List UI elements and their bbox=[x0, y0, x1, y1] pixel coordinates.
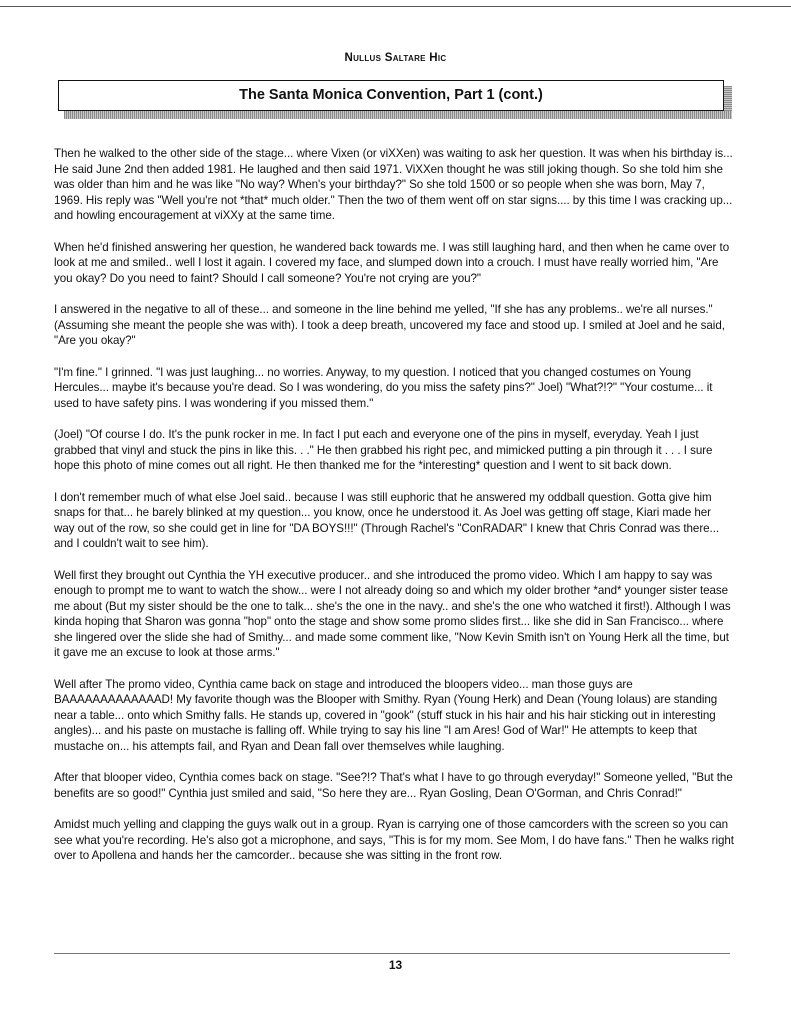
paragraph: When he'd finished answering her question, he wandered back towards me. I was still laughing hard, and then when he came over to look at me and smiled.. well I lost it again. I covered my face, and slumped down into a crouch. I must have really worried him, "Are you okay? Do you need to faint? Should I call someone? You're not crying are you?" bbox=[54, 240, 730, 285]
title-box-shadow bbox=[64, 111, 732, 119]
page-number: 13 bbox=[388, 958, 403, 972]
paragraph: I don't remember much of what else Joel said.. because I was still euphoric that he answered my oddball question. Gotta give him snaps for that... he barely blinked at my question... you know, once he understood it. As Joel was getting off stage, Kiari made her way out of the row, so she could get in line for "DA BOYS!!!" (Through Rachel's "ConRADAR" I knew that Chris Conrad was there... and I couldn't wait to see him). bbox=[54, 490, 720, 550]
paragraph: (Joel) "Of course I do. It's the punk rocker in me. In fact I put each and everyone one of the pins in myself, everyday. Yeah I just grabbed that vinyl and stuck the pins in like this. . ." He then grabbed his right pec, and mimicked putting a pin through it . . . I sure hope this photo of mine comes out all right. He then thanked me for the *interesting* question and I went to sit back down. bbox=[54, 428, 713, 472]
footer-rule bbox=[54, 953, 730, 954]
article-title: The Santa Monica Convention, Part 1 (cont.) bbox=[239, 87, 543, 103]
article-body bbox=[54, 146, 734, 880]
top-rule bbox=[0, 6, 791, 7]
paragraph: "I'm fine." I grinned. "I was just laughing... no worries. Anyway, to my question. I noticed that you changed costumes on Young Hercules... maybe it's because you're dead. So I was wondering, do you miss the safety pins?" Joel) "What?!?" "Your costume... it used to have safety pins. I was wondering if you missed them." bbox=[54, 365, 713, 410]
running-head: Nullus Saltare Hic bbox=[344, 52, 447, 64]
paragraph: After that blooper video, Cynthia comes back on stage. "See?!? That's what I have to go through everyday!" Someone yelled, "But the benefits are so good!" Cynthia just smiled and said, "So here they are... Ryan Gosling, Dean O'Gorman, and Chris Conrad!" bbox=[54, 771, 733, 800]
paragraph: Well after The promo video, Cynthia came back on stage and introduced the bloopers video... man those guys are BAAAAAAAAAAAAAD! My favorite though was the Blooper with Smithy. Ryan (Young Herk) and Dean (Young Iolaus) are standing near a table... onto which Smithy falls. He stands up, covered in "gook" (stuff stuck in his hair and his hair sticking out in interesting angles)... and his paste on mustache is falling off. While trying to say his line "I am Ares! God of War!" He attempts to keep that mustache on... his attempts fail, and Ryan and Dean fall over themselves while laughing. bbox=[54, 677, 718, 753]
paragraph: Well first they brought out Cynthia the YH executive producer.. and she introduced the promo video. Which I am happy to say was enough to prompt me to want to watch the show... were I not already doing so and which my older brother *and* younger sister tease me about (But my sister should be the one to talk... she's the one in the navy.. and she's the one who watched it first!). Although I was kinda hoping that Sharon was gonna "hop" onto the stage and show some promo slides first... like she did in San Francisco... where she lingered over the slide she had of Smithy... and made some comment like, "Now Kevin Smith isn't on Young Herk all the time, but it gave me an excuse to look at those arms." bbox=[54, 568, 731, 659]
paragraph: I answered in the negative to all of these... and someone in the line behind me yelled, "If she has any problems.. we're all nurses." (Assuming she meant the people she was with). I took a deep breath, uncovered my face and stood up. I smiled at Joel and he said, "Are you okay?" bbox=[54, 303, 725, 347]
paragraph: Amidst much yelling and clapping the guys walk out in a group. Ryan is carrying one of those camcorders with the screen so you can see what you're recording. He's also got a microphone, and says, "This is for my mom. See Mom, I do have fans." Then he walks right over to Apollena and hands her the camcorder.. because she was sitting in the front row. bbox=[54, 818, 734, 862]
paragraph: Then he walked to the other side of the stage... where Vixen (or viXXen) was waiting to ask her question. It was when his birthday is... He said June 2nd then added 1981. He laughed and then said 1971. ViXXen thought he was still joking though. So she told him she was older than him and he was like "No way? When's your birthday?" So she told 1500 or so people when she was born, May 7, 1969. His reply was "Well you're not *that* much older." Then the two of them went off on star signs.... by this time I was cracking up... and howling encouragement at viXXy at the same time. bbox=[54, 147, 733, 222]
